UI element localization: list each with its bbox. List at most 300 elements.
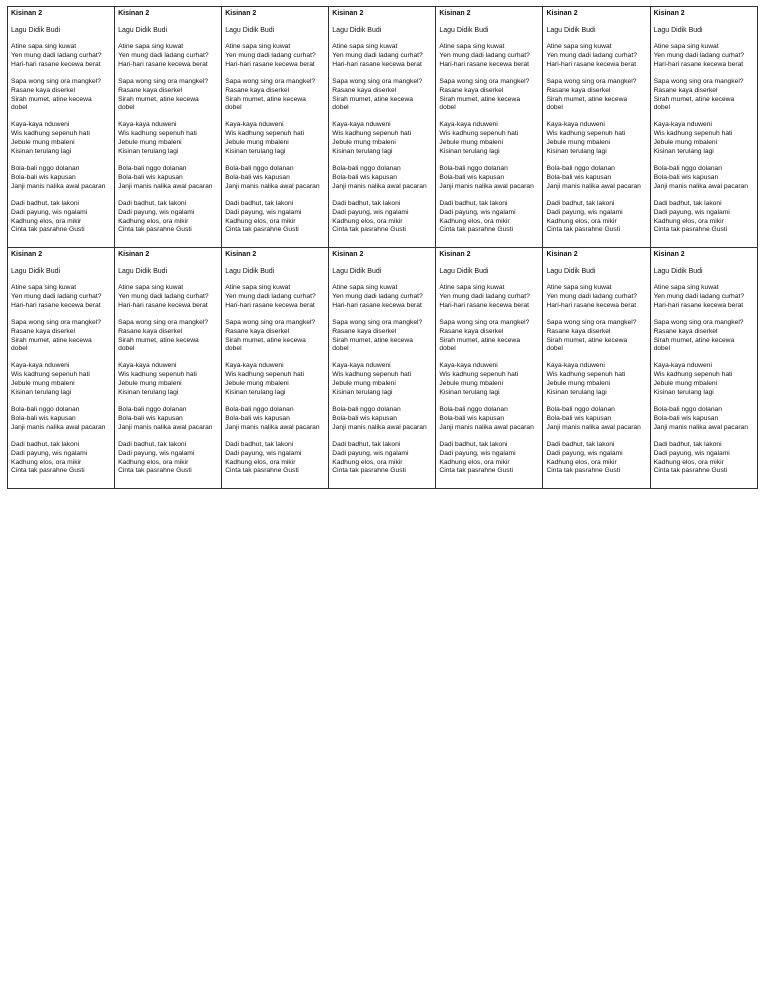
lyric-line: Wis kadhung sepenuh hati xyxy=(546,130,626,138)
lyric-line: Sapa wong sing ora mangkel? xyxy=(225,77,316,85)
lyric-line: Atine sapa sing kuwat xyxy=(118,284,184,291)
lyric-line: Sirah mumet, atine kecewa xyxy=(439,336,521,344)
song-title: Kisinan 2 xyxy=(11,251,43,258)
lyric-line: Wis kadhung sepenuh hati xyxy=(546,371,626,379)
stanza xyxy=(546,78,649,114)
lyric-line: Cinta tak pasrahne Gusti xyxy=(118,226,192,234)
lyric-line: Sirah mumet, atine kecewa xyxy=(332,336,413,344)
stanza-list xyxy=(332,284,435,476)
lyric-line: Sirah mumet, atine kecewa xyxy=(118,336,199,344)
lyric-line: Jebule mung mbaleni xyxy=(118,139,182,147)
stanza xyxy=(11,121,114,157)
stanza xyxy=(332,165,435,192)
card-row xyxy=(8,7,758,248)
lyric-line: Kadhung elos, ora mikir xyxy=(332,458,403,466)
lyric-line: Cinta tak pasrahne Gusti xyxy=(11,226,85,234)
song-title: Kisinan 2 xyxy=(118,10,150,17)
lyric-line: Kadhung elos, ora mikir xyxy=(225,217,296,225)
lyric-line: Kadhung elos, ora mikir xyxy=(225,458,296,466)
stanza xyxy=(11,200,114,236)
lyrics-card-sheet xyxy=(7,6,758,489)
stanza xyxy=(332,319,435,355)
lyric-line: Kadhung elos, ora mikir xyxy=(439,217,510,225)
lyric-line: Bola-bali wis kapusan xyxy=(11,173,76,181)
lyric-line: Bola-bali nggo dolanan xyxy=(225,405,294,413)
lyric-line: Kadhung elos, ora mikir xyxy=(439,458,510,466)
lyric-line: Jebule mung mbaleni xyxy=(653,139,718,147)
lyric-line: Cinta tak pasrahne Gusti xyxy=(225,226,299,234)
lyric-line: Wis kadhung sepenuh hati xyxy=(439,371,519,379)
lyric-line: Yen mung dadi ladang curhat? xyxy=(653,51,745,59)
lyric-line: Bola-bali wis kapusan xyxy=(439,414,505,422)
lyric-line: Wis kadhung sepenuh hati xyxy=(225,130,305,138)
stanza xyxy=(225,319,328,355)
lyric-line: Kisinan terulang lagi xyxy=(332,148,393,156)
lyric-line: Kaya-kaya nduweni xyxy=(332,121,391,129)
lyric-line: Wis kadhung sepenuh hati xyxy=(118,130,197,138)
stanza xyxy=(332,200,435,236)
lyric-line: Janji manis nalika awal pacaran xyxy=(653,182,748,190)
lyric-line: Kaya-kaya nduweni xyxy=(118,121,177,129)
stanza xyxy=(439,284,542,311)
stanza xyxy=(654,441,757,477)
lyric-line: Kisinan terulang lagi xyxy=(11,148,72,156)
lyric-line: Hari-hari rasane kecewa berat xyxy=(332,60,422,68)
song-author: Lagu Didik Budi xyxy=(118,268,168,275)
lyric-line: dobel xyxy=(439,104,456,112)
song-author: Lagu Didik Budi xyxy=(332,27,382,34)
lyric-line: Bola-bali nggo dolanan xyxy=(225,164,294,172)
lyric-line: Wis kadhung sepenuh hati xyxy=(11,371,90,379)
lyrics-card xyxy=(8,7,115,248)
stanza-list xyxy=(439,284,542,476)
lyric-line: Wis kadhung sepenuh hati xyxy=(653,130,733,138)
stanza xyxy=(654,121,757,157)
lyric-line: Dadi payung, wis ngalami xyxy=(546,208,623,216)
lyric-line: Cinta tak pasrahne Gusti xyxy=(546,226,621,234)
lyric-line: Sirah mumet, atine kecewa xyxy=(225,95,306,103)
stanza xyxy=(546,43,649,70)
lyric-line: Kadhung elos, ora mikir xyxy=(118,217,189,225)
lyric-line: Bola-bali nggo dolanan xyxy=(11,405,80,413)
lyric-line: Dadi payung, wis ngalami xyxy=(225,449,302,457)
lyric-line: Kisinan terulang lagi xyxy=(118,148,179,156)
lyric-line: Yen mung dadi ladang curhat? xyxy=(118,51,209,59)
lyric-line: Dadi badhut, tak lakoni xyxy=(118,440,187,448)
lyric-line: Jebule mung mbaleni xyxy=(439,380,503,388)
lyric-line: Rasane kaya diserkel xyxy=(653,86,718,94)
stanza xyxy=(546,200,649,236)
song-author: Lagu Didik Budi xyxy=(118,27,168,34)
song-author: Lagu Didik Budi xyxy=(225,268,275,275)
stanza xyxy=(439,200,542,236)
lyric-line: Rasane kaya diserkel xyxy=(653,327,718,335)
lyric-line: Sapa wong sing ora mangkel? xyxy=(11,77,101,85)
song-author: Lagu Didik Budi xyxy=(653,27,703,34)
lyric-line: Rasane kaya diserkel xyxy=(118,86,183,94)
stanza xyxy=(332,441,435,477)
lyric-line: Bola-bali nggo dolanan xyxy=(653,164,722,172)
stanza xyxy=(654,406,757,433)
song-author: Lagu Didik Budi xyxy=(332,268,382,275)
lyric-line: Kaya-kaya nduweni xyxy=(11,362,70,370)
stanza xyxy=(118,406,221,433)
lyric-line: Rasane kaya diserkel xyxy=(546,86,611,94)
lyric-line: Hari-hari rasane kecewa berat xyxy=(546,301,637,309)
lyric-line: Dadi badhut, tak lakoni xyxy=(225,440,294,448)
lyric-line: Rasane kaya diserkel xyxy=(439,327,504,335)
stanza xyxy=(11,165,114,192)
lyric-line: Kaya-kaya nduweni xyxy=(546,362,605,370)
stanza-list xyxy=(332,43,435,235)
song-title: Kisinan 2 xyxy=(332,251,364,258)
stanza-list xyxy=(654,284,757,476)
lyric-line: Jebule mung mbaleni xyxy=(11,380,75,388)
stanza xyxy=(225,362,328,398)
lyric-line: Bola-bali wis kapusan xyxy=(332,414,397,422)
song-title: Kisinan 2 xyxy=(546,10,578,17)
lyrics-card xyxy=(543,7,650,248)
lyrics-card xyxy=(222,248,329,489)
lyric-line: dobel xyxy=(546,345,563,353)
stanza xyxy=(546,362,649,398)
lyric-line: Hari-hari rasane kecewa berat xyxy=(225,301,315,309)
stanza xyxy=(225,284,328,311)
lyric-line: Bola-bali wis kapusan xyxy=(332,173,397,181)
lyric-line: Bola-bali nggo dolanan xyxy=(653,405,722,413)
lyric-line: Sapa wong sing ora mangkel? xyxy=(439,77,530,85)
lyric-line: Cinta tak pasrahne Gusti xyxy=(225,467,299,475)
lyric-line: Cinta tak pasrahne Gusti xyxy=(11,467,85,475)
song-author: Lagu Didik Budi xyxy=(439,27,489,34)
stanza xyxy=(225,78,328,114)
lyric-line: Bola-bali nggo dolanan xyxy=(11,164,80,172)
stanza xyxy=(546,441,649,477)
lyric-line: Yen mung dadi ladang curhat? xyxy=(332,292,423,300)
lyric-line: Kaya-kaya nduweni xyxy=(546,121,605,129)
stanza-list xyxy=(546,43,649,235)
stanza xyxy=(225,121,328,157)
lyric-line: Sirah mumet, atine kecewa xyxy=(439,95,521,103)
stanza xyxy=(118,441,221,477)
lyrics-card xyxy=(650,248,757,489)
stanza xyxy=(11,284,114,311)
lyric-line: Dadi payung, wis ngalami xyxy=(225,208,302,216)
song-title: Kisinan 2 xyxy=(439,251,471,258)
stanza-list xyxy=(11,43,114,235)
lyric-line: Kisinan terulang lagi xyxy=(439,389,500,397)
lyric-line: Kadhung elos, ora mikir xyxy=(546,458,617,466)
stanza-list xyxy=(439,43,542,235)
lyric-line: Dadi payung, wis ngalami xyxy=(332,449,409,457)
lyric-line: Dadi payung, wis ngalami xyxy=(653,449,730,457)
song-title: Kisinan 2 xyxy=(225,251,257,258)
lyric-line: Kadhung elos, ora mikir xyxy=(11,217,82,225)
lyric-line: Yen mung dadi ladang curhat? xyxy=(332,51,423,59)
lyric-line: Dadi payung, wis ngalami xyxy=(118,208,195,216)
lyric-line: Bola-bali nggo dolanan xyxy=(118,164,187,172)
lyric-line: Kisinan terulang lagi xyxy=(11,389,72,397)
lyric-line: dobel xyxy=(225,104,242,112)
stanza xyxy=(118,319,221,355)
lyric-line: Atine sapa sing kuwat xyxy=(332,43,398,50)
lyric-line: Cinta tak pasrahne Gusti xyxy=(332,226,406,234)
lyric-line: dobel xyxy=(653,345,670,353)
lyric-line: Sapa wong sing ora mangkel? xyxy=(11,318,101,326)
lyric-line: Kadhung elos, ora mikir xyxy=(546,217,617,225)
lyric-line: Bola-bali nggo dolanan xyxy=(118,405,187,413)
song-author: Lagu Didik Budi xyxy=(11,27,61,34)
lyrics-card xyxy=(329,248,436,489)
stanza xyxy=(439,406,542,433)
stanza xyxy=(332,121,435,157)
lyric-line: Cinta tak pasrahne Gusti xyxy=(653,226,728,234)
lyric-line: Janji manis nalika awal pacaran xyxy=(546,182,641,190)
lyric-line: Atine sapa sing kuwat xyxy=(225,43,291,50)
song-title: Kisinan 2 xyxy=(653,10,685,17)
lyric-line: Wis kadhung sepenuh hati xyxy=(332,371,412,379)
lyric-line: Sirah mumet, atine kecewa xyxy=(653,336,735,344)
stanza xyxy=(654,200,757,236)
stanza xyxy=(546,121,649,157)
stanza xyxy=(118,78,221,114)
lyric-line: Bola-bali nggo dolanan xyxy=(546,405,615,413)
song-title: Kisinan 2 xyxy=(225,10,257,17)
lyric-line: Yen mung dadi ladang curhat? xyxy=(439,292,530,300)
lyric-line: Kisinan terulang lagi xyxy=(439,148,500,156)
lyric-line: Wis kadhung sepenuh hati xyxy=(118,371,197,379)
lyric-line: Kaya-kaya nduweni xyxy=(653,121,712,129)
lyric-line: Wis kadhung sepenuh hati xyxy=(11,130,90,138)
lyric-line: Jebule mung mbaleni xyxy=(546,380,611,388)
stanza xyxy=(118,200,221,236)
lyric-line: Jebule mung mbaleni xyxy=(332,139,396,147)
lyric-line: Sapa wong sing ora mangkel? xyxy=(653,318,744,326)
card-row xyxy=(8,248,758,489)
song-title: Kisinan 2 xyxy=(11,10,43,17)
lyric-line: Dadi badhut, tak lakoni xyxy=(11,199,80,207)
lyric-line: Hari-hari rasane kecewa berat xyxy=(546,60,637,68)
stanza xyxy=(118,362,221,398)
lyric-line: Dadi payung, wis ngalami xyxy=(546,449,623,457)
stanza xyxy=(225,165,328,192)
lyric-line: Rasane kaya diserkel xyxy=(11,327,75,335)
lyric-line: Janji manis nalika awal pacaran xyxy=(332,182,427,190)
lyrics-card xyxy=(436,248,543,489)
lyric-line: Atine sapa sing kuwat xyxy=(653,284,719,291)
lyric-line: Janji manis nalika awal pacaran xyxy=(11,423,106,431)
lyric-line: Bola-bali wis kapusan xyxy=(439,173,505,181)
lyric-line: Hari-hari rasane kecewa berat xyxy=(439,60,529,68)
lyric-line: Yen mung dadi ladang curhat? xyxy=(11,292,102,300)
lyric-line: dobel xyxy=(118,104,135,112)
song-title: Kisinan 2 xyxy=(439,10,471,17)
lyric-line: Bola-bali wis kapusan xyxy=(546,173,612,181)
lyric-line: Rasane kaya diserkel xyxy=(439,86,504,94)
lyric-line: Dadi payung, wis ngalami xyxy=(653,208,730,216)
lyric-line: Jebule mung mbaleni xyxy=(225,139,289,147)
lyric-line: Atine sapa sing kuwat xyxy=(225,284,291,291)
lyric-line: Wis kadhung sepenuh hati xyxy=(653,371,733,379)
lyric-line: Sirah mumet, atine kecewa xyxy=(546,95,628,103)
stanza xyxy=(225,43,328,70)
lyric-line: Kaya-kaya nduweni xyxy=(332,362,391,370)
lyric-line: Cinta tak pasrahne Gusti xyxy=(439,226,513,234)
stanza xyxy=(439,441,542,477)
lyric-line: Bola-bali wis kapusan xyxy=(653,173,719,181)
lyric-line: Sapa wong sing ora mangkel? xyxy=(332,318,423,326)
stanza-list xyxy=(118,43,221,235)
lyric-line: Yen mung dadi ladang curhat? xyxy=(439,51,530,59)
lyric-line: Janji manis nalika awal pacaran xyxy=(439,182,534,190)
stanza xyxy=(118,284,221,311)
lyric-line: Kaya-kaya nduweni xyxy=(225,121,284,129)
lyric-line: Bola-bali wis kapusan xyxy=(118,173,183,181)
lyric-line: Jebule mung mbaleni xyxy=(11,139,75,147)
lyric-line: Dadi payung, wis ngalami xyxy=(118,449,195,457)
lyric-line: Kadhung elos, ora mikir xyxy=(653,217,724,225)
lyric-line: Atine sapa sing kuwat xyxy=(653,43,719,50)
lyric-line: Sirah mumet, atine kecewa xyxy=(11,336,92,344)
lyric-line: Bola-bali nggo dolanan xyxy=(332,164,401,172)
lyric-line: Dadi payung, wis ngalami xyxy=(439,208,516,216)
song-author: Lagu Didik Budi xyxy=(653,268,703,275)
lyrics-card xyxy=(650,7,757,248)
song-title: Kisinan 2 xyxy=(653,251,685,258)
lyric-line: Hari-hari rasane kecewa berat xyxy=(118,301,208,309)
stanza xyxy=(225,441,328,477)
lyric-line: Yen mung dadi ladang curhat? xyxy=(653,292,745,300)
lyric-line: dobel xyxy=(225,345,242,353)
stanza xyxy=(11,78,114,114)
lyric-line: Rasane kaya diserkel xyxy=(332,327,397,335)
lyric-line: Dadi badhut, tak lakoni xyxy=(653,199,722,207)
lyric-line: Dadi badhut, tak lakoni xyxy=(118,199,187,207)
lyric-line: Sirah mumet, atine kecewa xyxy=(118,95,199,103)
lyric-line: Dadi badhut, tak lakoni xyxy=(332,199,401,207)
lyric-line: Jebule mung mbaleni xyxy=(332,380,396,388)
lyric-line: Jebule mung mbaleni xyxy=(118,380,182,388)
lyric-line: Hari-hari rasane kecewa berat xyxy=(11,301,101,309)
lyric-line: Sirah mumet, atine kecewa xyxy=(546,336,628,344)
lyric-line: Dadi badhut, tak lakoni xyxy=(546,440,615,448)
stanza-list xyxy=(118,284,221,476)
stanza xyxy=(439,78,542,114)
lyric-line: Dadi badhut, tak lakoni xyxy=(439,199,508,207)
lyric-line: Hari-hari rasane kecewa berat xyxy=(225,60,315,68)
lyric-line: Yen mung dadi ladang curhat? xyxy=(118,292,209,300)
lyric-line: Rasane kaya diserkel xyxy=(225,327,290,335)
lyric-line: dobel xyxy=(332,345,349,353)
lyric-line: dobel xyxy=(11,345,28,353)
stanza xyxy=(654,284,757,311)
stanza xyxy=(439,362,542,398)
lyric-line: Sapa wong sing ora mangkel? xyxy=(546,77,637,85)
lyric-line: Sapa wong sing ora mangkel? xyxy=(439,318,530,326)
lyric-line: dobel xyxy=(439,345,456,353)
lyric-line: Janji manis nalika awal pacaran xyxy=(11,182,106,190)
stanza-list xyxy=(546,284,649,476)
stanza xyxy=(118,43,221,70)
lyric-line: Janji manis nalika awal pacaran xyxy=(546,423,641,431)
lyric-line: Atine sapa sing kuwat xyxy=(546,284,612,291)
lyric-line: Bola-bali wis kapusan xyxy=(225,173,290,181)
lyric-line: Yen mung dadi ladang curhat? xyxy=(546,292,637,300)
lyric-line: Kisinan terulang lagi xyxy=(653,389,714,397)
stanza xyxy=(654,78,757,114)
song-author: Lagu Didik Budi xyxy=(546,27,596,34)
lyric-line: Janji manis nalika awal pacaran xyxy=(332,423,427,431)
lyric-line: Hari-hari rasane kecewa berat xyxy=(653,60,744,68)
lyric-line: Dadi badhut, tak lakoni xyxy=(653,440,722,448)
lyric-line: Bola-bali wis kapusan xyxy=(653,414,719,422)
stanza-list xyxy=(654,43,757,235)
stanza xyxy=(11,319,114,355)
stanza xyxy=(118,121,221,157)
lyrics-card xyxy=(222,7,329,248)
stanza xyxy=(654,43,757,70)
lyrics-card xyxy=(8,248,115,489)
lyric-line: Sapa wong sing ora mangkel? xyxy=(332,77,423,85)
stanza xyxy=(11,362,114,398)
lyric-line: Atine sapa sing kuwat xyxy=(118,43,184,50)
lyric-line: Kaya-kaya nduweni xyxy=(439,121,498,129)
lyric-line: Janji manis nalika awal pacaran xyxy=(225,423,320,431)
lyric-line: Atine sapa sing kuwat xyxy=(439,284,505,291)
stanza xyxy=(439,319,542,355)
lyric-line: Kadhung elos, ora mikir xyxy=(118,458,189,466)
lyric-line: Dadi badhut, tak lakoni xyxy=(225,199,294,207)
lyric-line: Cinta tak pasrahne Gusti xyxy=(439,467,513,475)
lyric-line: Jebule mung mbaleni xyxy=(653,380,718,388)
lyric-line: Janji manis nalika awal pacaran xyxy=(118,182,213,190)
stanza xyxy=(332,362,435,398)
lyric-line: Dadi payung, wis ngalami xyxy=(11,208,88,216)
stanza-list xyxy=(225,43,328,235)
lyric-line: Sapa wong sing ora mangkel? xyxy=(653,77,744,85)
lyric-line: Dadi payung, wis ngalami xyxy=(332,208,409,216)
stanza xyxy=(439,121,542,157)
lyric-line: Janji manis nalika awal pacaran xyxy=(439,423,534,431)
lyric-line: Bola-bali wis kapusan xyxy=(118,414,183,422)
lyric-line: Kaya-kaya nduweni xyxy=(225,362,284,370)
lyric-line: Hari-hari rasane kecewa berat xyxy=(653,301,744,309)
song-author: Lagu Didik Budi xyxy=(439,268,489,275)
stanza xyxy=(332,43,435,70)
stanza xyxy=(332,78,435,114)
stanza xyxy=(546,406,649,433)
lyrics-card xyxy=(329,7,436,248)
lyric-line: Sapa wong sing ora mangkel? xyxy=(118,318,209,326)
lyric-line: Cinta tak pasrahne Gusti xyxy=(118,467,192,475)
lyric-line: dobel xyxy=(653,104,670,112)
lyric-line: Dadi badhut, tak lakoni xyxy=(439,440,508,448)
lyric-line: Kadhung elos, ora mikir xyxy=(332,217,403,225)
lyric-line: dobel xyxy=(118,345,135,353)
stanza xyxy=(225,406,328,433)
lyric-line: Wis kadhung sepenuh hati xyxy=(439,130,519,138)
lyric-line: Sirah mumet, atine kecewa xyxy=(653,95,735,103)
song-author: Lagu Didik Budi xyxy=(225,27,275,34)
lyric-line: Hari-hari rasane kecewa berat xyxy=(439,301,529,309)
lyrics-card xyxy=(543,248,650,489)
lyric-line: Dadi payung, wis ngalami xyxy=(11,449,88,457)
stanza xyxy=(332,284,435,311)
stanza xyxy=(654,319,757,355)
stanza xyxy=(546,165,649,192)
lyric-line: Hari-hari rasane kecewa berat xyxy=(332,301,422,309)
song-author: Lagu Didik Budi xyxy=(11,268,61,275)
